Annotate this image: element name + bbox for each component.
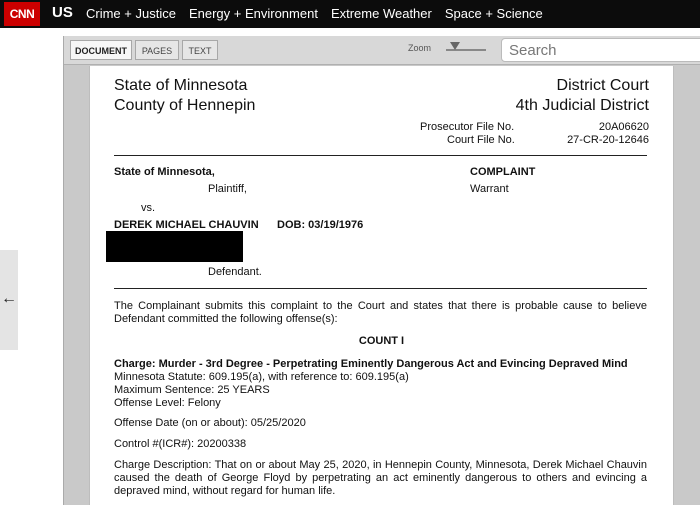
section-us-link[interactable]: US — [52, 4, 73, 21]
viewer-toolbar — [64, 36, 700, 65]
top-nav-bar — [0, 0, 700, 28]
section-nav — [86, 6, 543, 21]
document-page — [89, 66, 674, 505]
tab-document[interactable]: DOCUMENT — [70, 40, 132, 60]
nav-space-science[interactable]: Space + Science — [444, 6, 543, 21]
doc-district: 4th Judicial District — [515, 97, 649, 114]
defendant-label: Defendant. — [208, 266, 262, 278]
defendant-dob: DOB: 03/19/1976 — [277, 219, 364, 231]
count-heading: COUNT I — [358, 335, 405, 347]
plaintiff-label: Plaintiff, — [208, 183, 247, 195]
charge-description: Charge Description: That on or about May 25, 2020, in Hennepin County, Minnesota, Derek Michael Chauvin caused the death of George Floyd by perpetrating an act eminently dangerous to others and evincing a depraved mind, without regard for human life. — [114, 459, 647, 497]
search-input[interactable] — [501, 38, 700, 62]
gallery-prev-strip[interactable] — [0, 250, 18, 350]
prosecutor-file-label: Prosecutor File No. — [420, 121, 515, 133]
charge-title: Charge: Murder - 3rd Degree - Perpetrating Eminently Dangerous Act and Evincing Depraved Mind — [114, 358, 628, 370]
max-sentence: Maximum Sentence: 25 YEARS — [114, 384, 270, 396]
warrant-label: Warrant — [470, 183, 509, 195]
court-file-number: 27-CR-20-12646 — [567, 134, 649, 146]
nav-extreme-weather[interactable]: Extreme Weather — [330, 6, 432, 21]
complaint-intro: The Complainant submits this complaint to the Court and states that there is probable cause to believe Defendant committed the following offense(s): — [114, 300, 647, 325]
court-file-label: Court File No. — [447, 134, 515, 146]
defendant-name: DEREK MICHAEL CHAUVIN — [114, 219, 259, 231]
prosecutor-file-number: 20A06620 — [598, 121, 649, 133]
doc-state: State of Minnesota — [114, 77, 248, 94]
arrow-left-icon[interactable]: ← — [1, 290, 17, 307]
zoom-slider-handle[interactable] — [450, 42, 460, 50]
divider — [114, 155, 647, 156]
statute: Minnesota Statute: 609.195(a), with reference to: 609.195(a) — [114, 371, 409, 383]
tab-pages[interactable]: PAGES — [135, 40, 179, 60]
nav-energy-environment[interactable]: Energy + Environment — [188, 6, 318, 21]
tab-text[interactable]: TEXT — [182, 40, 218, 60]
doc-county: County of Hennepin — [114, 97, 256, 114]
versus-label: vs. — [141, 202, 156, 214]
complaint-label: COMPLAINT — [470, 166, 536, 178]
offense-date: Offense Date (on or about): 05/25/2020 — [114, 417, 306, 429]
divider — [114, 288, 647, 289]
doc-court: District Court — [556, 77, 649, 94]
redaction-block — [106, 231, 243, 262]
cnn-logo[interactable]: CNN — [4, 2, 40, 26]
offense-level: Offense Level: Felony — [114, 397, 221, 409]
control-number: Control #(ICR#): 20200338 — [114, 438, 247, 450]
plaintiff-name: State of Minnesota, — [114, 166, 215, 178]
nav-crime-justice[interactable]: Crime + Justice — [86, 6, 176, 21]
zoom-label: Zoom — [408, 43, 432, 53]
